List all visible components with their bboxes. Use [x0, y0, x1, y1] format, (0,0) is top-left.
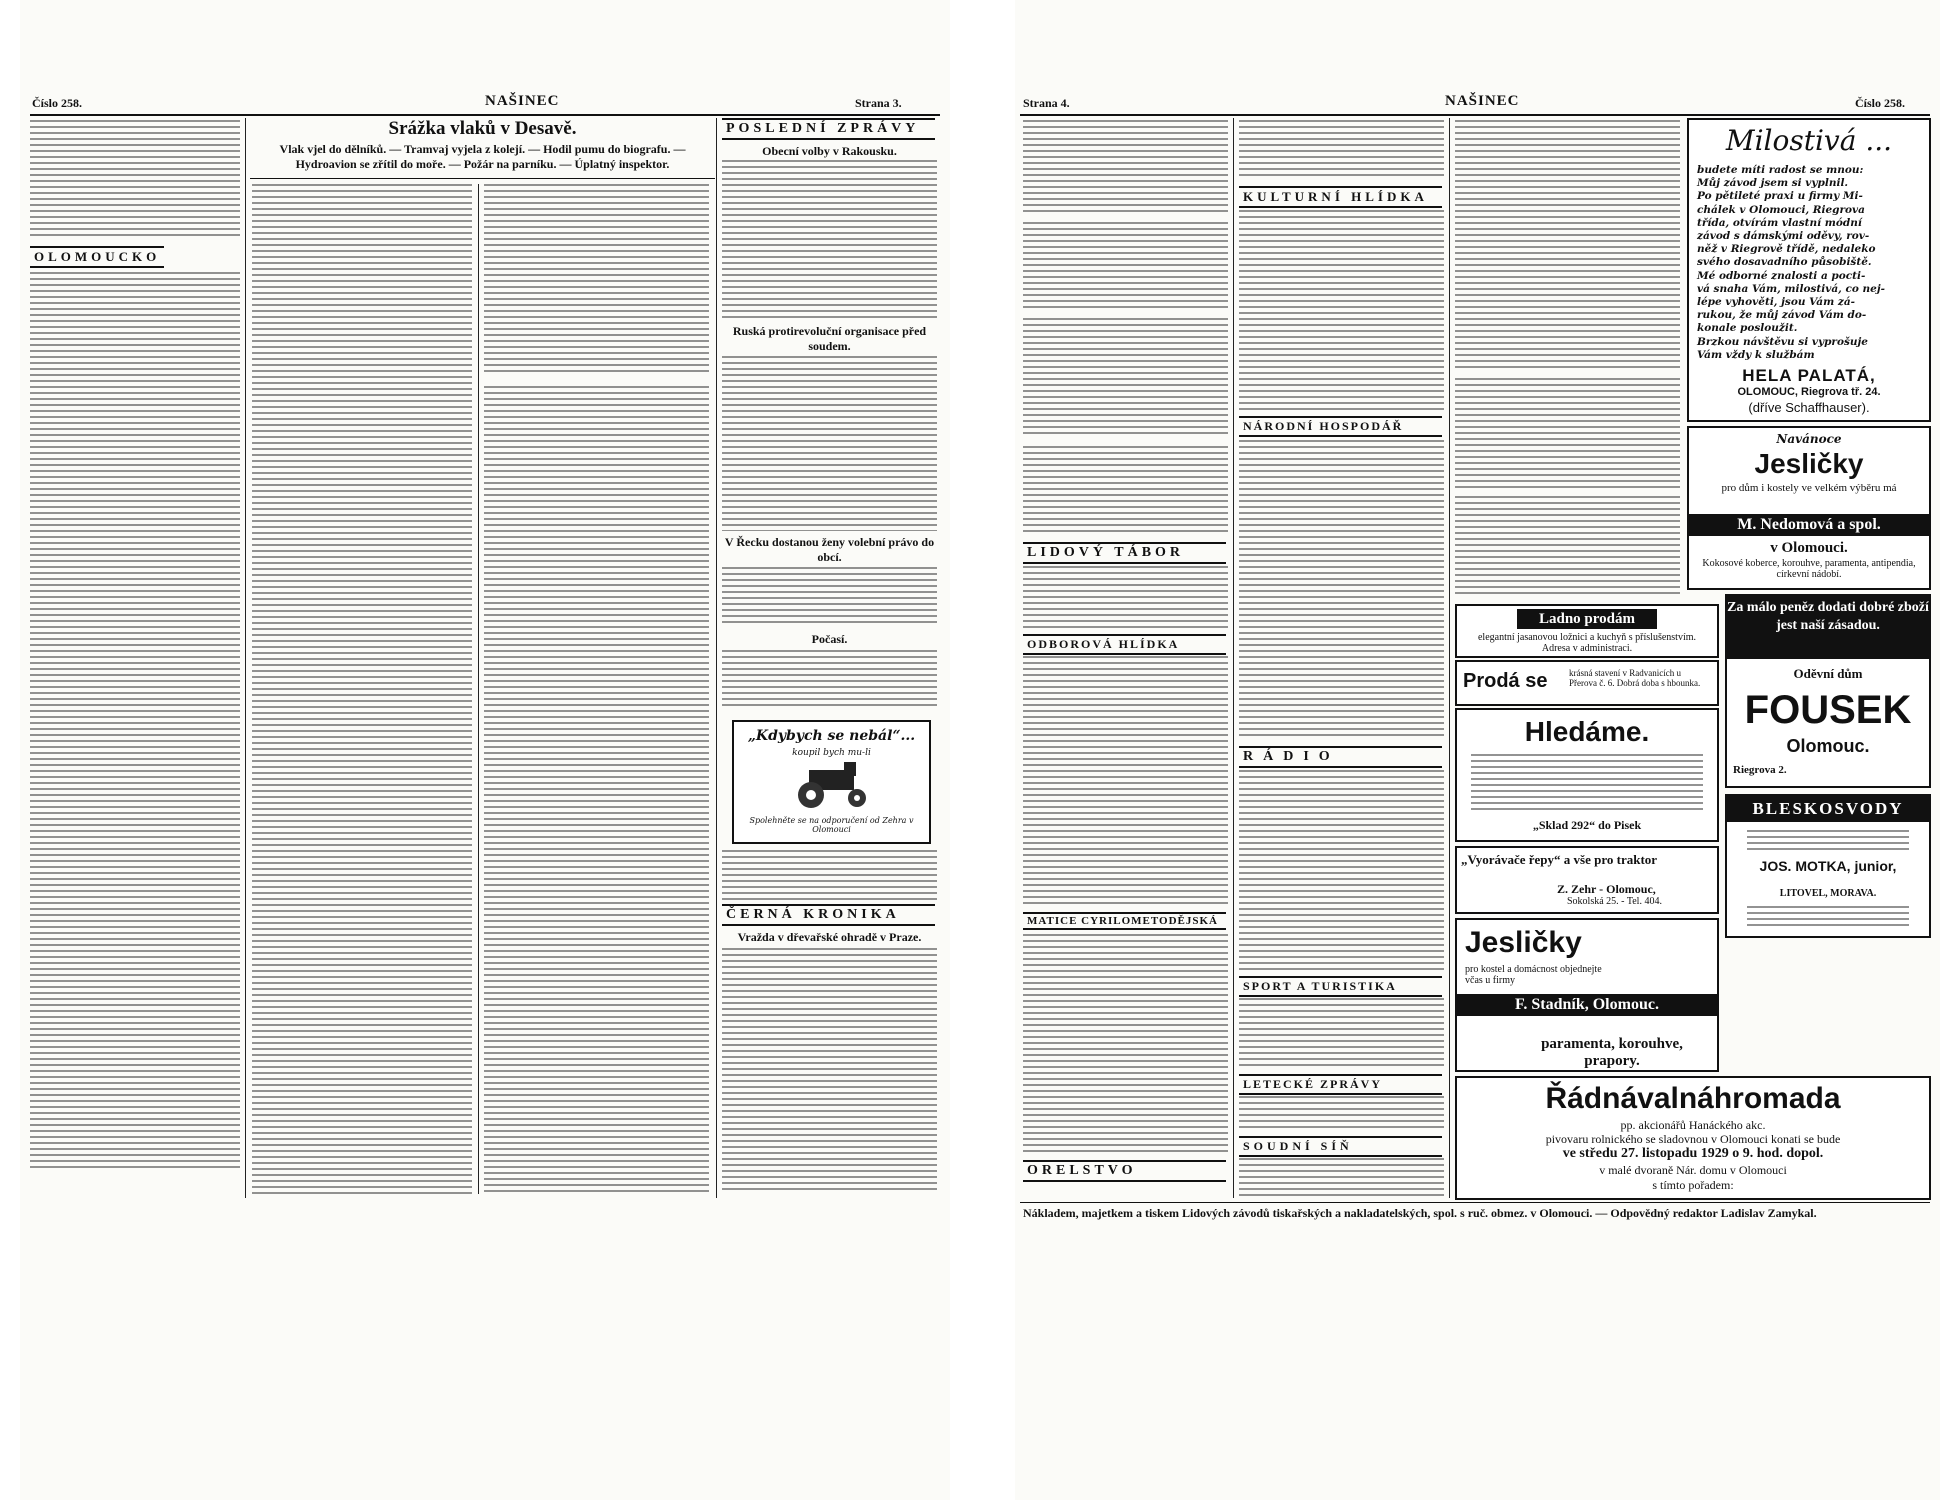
- section-narodni-hospodar: NÁRODNÍ HOSPODÁŘ: [1239, 416, 1442, 437]
- ad-line: závod s dámskými oděvy, rov-: [1697, 230, 1870, 243]
- ad-body: [1747, 830, 1909, 850]
- ad-line: třída, otvírám vlastní módní: [1697, 216, 1862, 229]
- prodase-ad: [1455, 660, 1719, 706]
- article-text: [1455, 496, 1680, 596]
- ad-firm: F. Stadník, Olomouc.: [1457, 994, 1717, 1016]
- ad-sub: pro dům i kostely ve velkém výběru má: [1721, 482, 1897, 494]
- section-radio: RÁDIO: [1239, 746, 1442, 768]
- ad-firm: JOS. MOTKA, junior,: [1759, 858, 1897, 874]
- article-text: [722, 948, 937, 1194]
- ad-title: Milostivá ...: [1725, 124, 1893, 157]
- article-text: [1023, 656, 1228, 906]
- main-headline: Srážka vlaků v Desavě.: [388, 118, 577, 139]
- ad-city: Olomouc.: [1786, 736, 1870, 756]
- bleskosvody-ad: [1725, 794, 1931, 938]
- ad-line: vá snaha Vám, milostivá, co nej-: [1697, 282, 1885, 295]
- section-letecke: LETECKÉ ZPRÁVY: [1239, 1074, 1442, 1095]
- column-divider: [1449, 118, 1450, 1198]
- article-text: [1239, 210, 1444, 410]
- main-subheadline: Vlak vjel do dělníků. — Tramvaj vyjela z kolejí. — Hodil pumu do biografu. — Hydroavion se zřítil do moře. — Požár na parníku. — Úplatný inspektor.: [279, 142, 686, 171]
- ad-line: rukou, že můj závod Vám do-: [1697, 309, 1867, 322]
- section-odborova-hlidka: ODBOROVÁ HLÍDKA: [1023, 634, 1226, 655]
- ad-sub: Oděvní dům: [1793, 666, 1863, 681]
- footer-rule: [1020, 1202, 1930, 1203]
- subheadline: Ruská protirevoluční organisace před soudem.: [732, 324, 927, 353]
- ad-body: [1471, 754, 1703, 814]
- ad-title: Hledáme.: [1524, 716, 1650, 747]
- ad-title: „Kdybych se nebál“...: [747, 728, 916, 744]
- ad-title: „Vyorávače řepy“ a vše pro traktor: [1461, 852, 1658, 867]
- ad-firm: HELA PALATÁ,: [1742, 366, 1876, 385]
- article-text: [252, 184, 472, 1194]
- tractor-icon: [789, 760, 879, 810]
- section-cerna-kronika: ČERNÁ KRONIKA: [722, 904, 935, 926]
- page-label: Strana 3.: [855, 96, 902, 110]
- milostiva-ad: [1687, 118, 1931, 422]
- ad-sub: krásná stavení v Radvanicích u Přerova č. 6. Dobrá doba s hbounka.: [1569, 668, 1701, 688]
- ad-line: Můj závod jsem si vyplnil.: [1697, 177, 1849, 190]
- ad-line: budete míti radost se mnou:: [1697, 164, 1864, 176]
- article-text: [1239, 120, 1444, 180]
- header-rule: [30, 114, 940, 116]
- page-label: Strana 4.: [1023, 96, 1070, 110]
- right-page: [1015, 0, 1940, 1500]
- article-text: [1023, 120, 1228, 215]
- ad-title: Prodá se: [1463, 670, 1548, 692]
- ad-sub: „Sklad 292“ do Pisek: [1532, 818, 1642, 832]
- article-text: [30, 120, 240, 240]
- article-text: [484, 386, 709, 1194]
- article-text: [1239, 998, 1444, 1068]
- ad-line: lépe vyhověti, jsou Vám zá-: [1697, 296, 1855, 309]
- jeslicky-stadnik-ad: [1455, 918, 1719, 1072]
- ad-top: Navánoce: [1776, 432, 1842, 446]
- ad-goods: paramenta, korouhve, prapory.: [1541, 1036, 1683, 1069]
- ad-city: v Olomouci.: [1770, 540, 1848, 556]
- ad-subtitle: koupil bych mu-li: [792, 748, 871, 758]
- article-text: [1023, 222, 1228, 312]
- subheadline: Vražda v dřevařské ohradě v Praze.: [737, 930, 922, 944]
- ad-line: s tímto pořadem:: [1652, 1178, 1734, 1192]
- ad-line: ve středu 27. listopadu 1929 o 9. hod. dopol.: [1562, 1146, 1824, 1161]
- article-text: [722, 850, 937, 900]
- subheadline: V Řecku dostanou ženy volební právo do obcí.: [724, 535, 935, 564]
- article-text: [1023, 318, 1228, 438]
- ad-line: pp. akcionářů Hanáckého akc.: [1620, 1118, 1766, 1132]
- article-text: [1023, 566, 1228, 628]
- section-posledni-zpravy: POSLEDNÍ ZPRÁVY: [722, 118, 935, 140]
- ad-title: Jesličky: [1465, 926, 1582, 959]
- tractor-ad: [732, 720, 931, 844]
- ad-body: [1697, 164, 1923, 362]
- article-text: [1023, 446, 1228, 536]
- article-text: [722, 567, 937, 627]
- column-divider: [1233, 118, 1234, 1198]
- ad-note: (dříve Schaffhauser).: [1748, 400, 1870, 415]
- section-matice: MATICE CYRILOMETODĚJSKÁ: [1023, 912, 1226, 930]
- article-text: [722, 650, 937, 710]
- article-text: [484, 184, 709, 374]
- ad-line: konale posloužit.: [1697, 322, 1798, 335]
- vyoravace-ad: [1455, 846, 1719, 914]
- column-divider: [245, 118, 246, 1198]
- ad-address: Riegrova 2.: [1733, 764, 1787, 776]
- article-text: [30, 272, 240, 1172]
- section-kulturni-hlidka: KULTURNÍ HLÍDKA: [1239, 186, 1442, 208]
- header-rule: [1020, 114, 1930, 116]
- section-orelstvo: ORELSTVO: [1023, 1160, 1226, 1182]
- jeslicky-nedomova-ad: [1687, 426, 1931, 590]
- ad-line: něž v Riegrově třídě, nedaleko: [1697, 243, 1876, 256]
- ad-line: v malé dvoraně Nár. domu v Olomouci: [1599, 1163, 1787, 1177]
- ad-title: Ladno prodám: [1517, 609, 1657, 629]
- article-text: [1455, 120, 1680, 370]
- ad-title: Za málo peněz dodati dobré zboží jest naší zásadou.: [1727, 596, 1929, 659]
- ad-body: [1747, 906, 1909, 926]
- article-text: [1455, 378, 1680, 488]
- ad-firm: M. Nedomová a spol.: [1689, 514, 1929, 536]
- ad-line: Vám vždy k službám: [1697, 348, 1815, 361]
- article-text: [722, 160, 937, 320]
- subheadline: Počasí.: [811, 632, 848, 646]
- section-lidovy-tabor: LIDOVÝ TÁBOR: [1023, 542, 1226, 564]
- page-number: Číslo 258.: [1855, 96, 1906, 110]
- ad-city: LITOVEL, MORAVA.: [1779, 888, 1877, 899]
- left-page: [20, 0, 950, 1500]
- ad-firm: FOUSEK: [1744, 688, 1912, 732]
- valna-hromada-ad: [1455, 1076, 1931, 1200]
- masthead: NAŠINEC: [485, 93, 560, 109]
- article-text: [722, 356, 937, 531]
- ad-line: Mé odborné znalosti a pocti-: [1697, 269, 1866, 282]
- ad-title: BLESKOSVODY: [1727, 796, 1929, 822]
- fousek-ad: [1725, 594, 1931, 788]
- column-divider: [716, 118, 717, 1198]
- ad-line: chálek v Olomouci, Riegrova: [1697, 203, 1865, 216]
- ad-line: pivovaru rolnického se sladovnou v Olomouci konati se bude: [1545, 1132, 1841, 1146]
- column-divider: [478, 184, 479, 1194]
- ladno-ad: [1455, 604, 1719, 658]
- ad-sub: elegantní jasanovou ložnici a kuchyň s příslušenstvím. Adresa v administraci.: [1477, 632, 1696, 654]
- ad-line: svého dosavadního působiště.: [1697, 256, 1872, 269]
- ad-line: Po pětileté praxi u firmy Mi-: [1697, 190, 1863, 203]
- article-text: [1239, 1158, 1444, 1198]
- section-sport: SPORT A TURISTIKA: [1239, 976, 1442, 997]
- headline-rule: [250, 178, 715, 179]
- article-text: [1239, 1096, 1444, 1132]
- ad-address: OLOMOUC, Riegrova tř. 24.: [1737, 386, 1881, 398]
- page-number: Číslo 258.: [32, 96, 83, 110]
- ad-line: Brzkou návštěvu si vyprošuje: [1697, 335, 1868, 348]
- masthead: NAŠINEC: [1445, 93, 1520, 109]
- ad-sub: pro kostel a domácnost objednejte včas u firmy: [1465, 964, 1602, 986]
- ad-title: Jesličky: [1754, 448, 1864, 479]
- ad-firm: Z. Zehr - Olomouc,: [1557, 882, 1656, 896]
- ad-address: Sokolská 25. - Tel. 404.: [1567, 896, 1662, 907]
- section-soudni: SOUDNÍ SÍŇ: [1239, 1136, 1442, 1157]
- footer-imprint: Nákladem, majetkem a tiskem Lidových závodů tiskařských a nakladatelských, spol. s ruč. obmez. v Olomouci. — Odpovědný redaktor Ladislav Zamykal.: [1023, 1206, 1817, 1220]
- article-text: [1023, 934, 1228, 1154]
- article-text: [1239, 440, 1444, 740]
- ad-goods: Kokosové koberce, korouhve, paramenta, antipendia, církevní nádobí.: [1702, 558, 1916, 580]
- hledame-ad: [1455, 708, 1719, 842]
- article-text: [1239, 770, 1444, 970]
- subheadline: Obecní volby v Rakousku.: [762, 144, 897, 158]
- section-olomoucko: OLOMOUCKO: [30, 246, 164, 268]
- ad-title: Řádnávalnáhromada: [1545, 1082, 1841, 1115]
- ad-bottom: Spolehněte se na odporučení od Zehra v Olomouci: [749, 816, 914, 834]
